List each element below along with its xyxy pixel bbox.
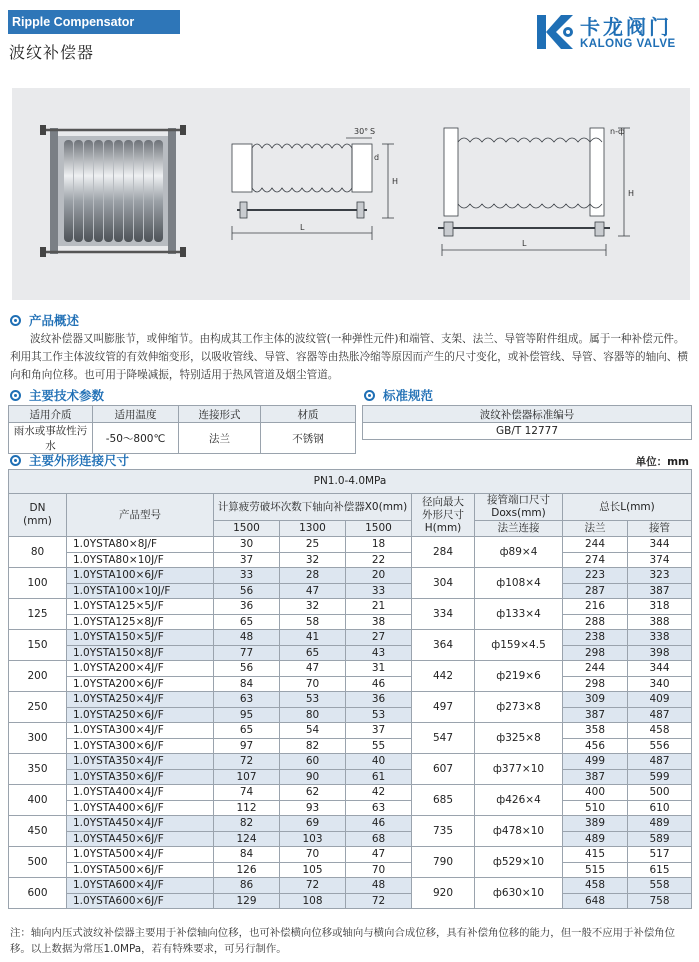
comp-1500b-cell: 72 bbox=[346, 893, 412, 909]
port-cell: ф426×4 bbox=[475, 785, 563, 816]
params-header: 适用温度 bbox=[93, 406, 179, 423]
length-pipe-cell: 610 bbox=[628, 800, 692, 816]
table-row bbox=[9, 568, 692, 584]
dn-cell: 80 bbox=[9, 537, 67, 568]
comp-1500-cell: 124 bbox=[214, 831, 280, 847]
comp-1500-cell: 129 bbox=[214, 893, 280, 909]
height-cell: 284 bbox=[412, 537, 475, 568]
model-cell: 1.0YSTA350×6J/F bbox=[67, 769, 214, 785]
model-cell: 1.0YSTA450×6J/F bbox=[67, 831, 214, 847]
height-cell: 735 bbox=[412, 816, 475, 847]
table-row bbox=[9, 645, 692, 661]
comp-1500b-cell: 31 bbox=[346, 661, 412, 677]
length-header: 总长L(mm) bbox=[563, 494, 692, 521]
comp-1500-cell: 65 bbox=[214, 614, 280, 630]
comp-1500-cell: 74 bbox=[214, 785, 280, 801]
dn-cell: 100 bbox=[9, 568, 67, 599]
standard-value: GB/T 12777 bbox=[363, 423, 692, 440]
dn-cell: 125 bbox=[9, 599, 67, 630]
comp-1500-cell: 63 bbox=[214, 692, 280, 708]
length-flange-cell: 238 bbox=[563, 630, 628, 646]
table-row bbox=[9, 537, 692, 553]
table-row bbox=[9, 599, 692, 615]
params-value: 法兰 bbox=[179, 423, 261, 454]
height-cell: 607 bbox=[412, 754, 475, 785]
length-pipe-cell: 398 bbox=[628, 645, 692, 661]
model-cell: 1.0YSTA300×4J/F bbox=[67, 723, 214, 739]
comp-1500b-cell: 20 bbox=[346, 568, 412, 584]
comp-1500-cell: 84 bbox=[214, 676, 280, 692]
section-bullet-icon bbox=[10, 390, 21, 401]
port-header: 接管端口尺寸 Doxs(mm) bbox=[475, 494, 563, 521]
drawing-angle-label: 30° bbox=[354, 127, 369, 136]
height-cell: 442 bbox=[412, 661, 475, 692]
port-cell: ф325×8 bbox=[475, 723, 563, 754]
comp-1500b-cell: 48 bbox=[346, 878, 412, 894]
length-flange-cell: 489 bbox=[563, 831, 628, 847]
params-header: 材质 bbox=[261, 406, 356, 423]
length-pipe-cell: 338 bbox=[628, 630, 692, 646]
port-cell: ф89×4 bbox=[475, 537, 563, 568]
model-cell: 1.0YSTA400×4J/F bbox=[67, 785, 214, 801]
overview-heading: 产品概述 bbox=[10, 311, 79, 329]
kalong-logo-icon bbox=[535, 11, 577, 53]
dn-cell: 200 bbox=[9, 661, 67, 692]
port-cell: ф133×4 bbox=[475, 599, 563, 630]
standard-header: 波纹补偿器标准编号 bbox=[363, 406, 692, 423]
model-cell: 1.0YSTA150×8J/F bbox=[67, 645, 214, 661]
pressure-header: PN1.0-4.0MPa bbox=[9, 470, 692, 494]
overview-text: 波纹补偿器又叫膨胀节，或伸缩节。由构成其工作主体的波纹管(一种弹性元件)和端管、支架、法兰、导管等附件组成。属于一种补偿元件。利用其工作主体波纹管的有效伸缩变形，以吸收管线、导管、容器等由热胀冷缩等原因而产生的尺寸变化，或补偿管线、导管、容器等的轴向、横向和角向位移。也可用于降噪减振，特别适用于热风管道及烟尘管道。 bbox=[10, 333, 688, 381]
comp-1300-cell: 25 bbox=[280, 537, 346, 553]
length-flange-cell: 274 bbox=[563, 552, 628, 568]
comp-1500b-cell: 61 bbox=[346, 769, 412, 785]
compensation-header: 计算疲劳破坏次数下轴向补偿器X0(mm) bbox=[214, 494, 412, 521]
dn-cell: 600 bbox=[9, 878, 67, 909]
length-flange-cell: 216 bbox=[563, 599, 628, 615]
table-row bbox=[9, 676, 692, 692]
comp-1500b-cell: 37 bbox=[346, 723, 412, 739]
product-figure bbox=[12, 88, 690, 300]
length-flange-cell: 648 bbox=[563, 893, 628, 909]
table-row bbox=[9, 878, 692, 894]
drawing-s-label: S bbox=[370, 127, 376, 136]
length-pipe-cell: 556 bbox=[628, 738, 692, 754]
port-cell: ф478×10 bbox=[475, 816, 563, 847]
length-flange-cell: 358 bbox=[563, 723, 628, 739]
table-row bbox=[9, 785, 692, 801]
model-cell: 1.0YSTA250×4J/F bbox=[67, 692, 214, 708]
comp-1500b-cell: 22 bbox=[346, 552, 412, 568]
length-pipe-cell: 323 bbox=[628, 568, 692, 584]
section-bullet-icon bbox=[10, 455, 21, 466]
height-cell: 334 bbox=[412, 599, 475, 630]
length-pipe-cell: 318 bbox=[628, 599, 692, 615]
comp-1300-cell: 47 bbox=[280, 661, 346, 677]
comp-1500b-cell: 36 bbox=[346, 692, 412, 708]
params-value: 雨水或事故性污水 bbox=[9, 423, 93, 454]
comp-1500b-cell: 18 bbox=[346, 537, 412, 553]
brand-name-cn: 卡龙阀门 bbox=[580, 15, 672, 39]
dn-cell: 250 bbox=[9, 692, 67, 723]
comp-1500-cell: 84 bbox=[214, 847, 280, 863]
model-cell: 1.0YSTA500×6J/F bbox=[67, 862, 214, 878]
comp-1300-cell: 62 bbox=[280, 785, 346, 801]
port-cell: ф159×4.5 bbox=[475, 630, 563, 661]
length-pipe-cell: 517 bbox=[628, 847, 692, 863]
section-bullet-icon bbox=[10, 315, 21, 326]
length-flange-cell: 389 bbox=[563, 816, 628, 832]
cycles-1500-header: 1500 bbox=[214, 521, 280, 537]
length-pipe-cell: 558 bbox=[628, 878, 692, 894]
comp-1500-cell: 30 bbox=[214, 537, 280, 553]
model-cell: 1.0YSTA80×10J/F bbox=[67, 552, 214, 568]
comp-1500-cell: 56 bbox=[214, 661, 280, 677]
comp-1500b-cell: 43 bbox=[346, 645, 412, 661]
params-table bbox=[8, 405, 356, 454]
length-pipe-cell: 340 bbox=[628, 676, 692, 692]
comp-1300-cell: 70 bbox=[280, 847, 346, 863]
comp-1500-cell: 72 bbox=[214, 754, 280, 770]
drawing-flange-view bbox=[438, 128, 630, 256]
model-cell: 1.0YSTA100×6J/F bbox=[67, 568, 214, 584]
comp-1500b-cell: 42 bbox=[346, 785, 412, 801]
length-pipe-cell: 374 bbox=[628, 552, 692, 568]
port-cell: ф219×6 bbox=[475, 661, 563, 692]
params-heading: 主要技术参数 bbox=[10, 386, 104, 404]
length-flange-cell: 499 bbox=[563, 754, 628, 770]
height-cell: 790 bbox=[412, 847, 475, 878]
comp-1300-cell: 108 bbox=[280, 893, 346, 909]
model-cell: 1.0YSTA350×4J/F bbox=[67, 754, 214, 770]
comp-1500b-cell: 55 bbox=[346, 738, 412, 754]
table-row bbox=[9, 847, 692, 863]
comp-1300-cell: 41 bbox=[280, 630, 346, 646]
comp-1500-cell: 112 bbox=[214, 800, 280, 816]
dn-cell: 150 bbox=[9, 630, 67, 661]
cycles-1500b-header: 1500 bbox=[346, 521, 412, 537]
length-pipe-cell: 458 bbox=[628, 723, 692, 739]
model-cell: 1.0YSTA300×6J/F bbox=[67, 738, 214, 754]
height-cell: 497 bbox=[412, 692, 475, 723]
length-flange-cell: 456 bbox=[563, 738, 628, 754]
params-value: 不锈钢 bbox=[261, 423, 356, 454]
brand-logo bbox=[535, 11, 693, 57]
comp-1300-cell: 32 bbox=[280, 599, 346, 615]
model-cell: 1.0YSTA125×5J/F bbox=[67, 599, 214, 615]
port-cell: ф630×10 bbox=[475, 878, 563, 909]
comp-1500-cell: 126 bbox=[214, 862, 280, 878]
comp-1500b-cell: 27 bbox=[346, 630, 412, 646]
comp-1500-cell: 107 bbox=[214, 769, 280, 785]
height-cell: 920 bbox=[412, 878, 475, 909]
model-cell: 1.0YSTA500×4J/F bbox=[67, 847, 214, 863]
model-cell: 1.0YSTA80×8J/F bbox=[67, 537, 214, 553]
comp-1500-cell: 65 bbox=[214, 723, 280, 739]
length-pipe-header: 接管 bbox=[628, 521, 692, 537]
comp-1300-cell: 82 bbox=[280, 738, 346, 754]
params-header: 适用介质 bbox=[9, 406, 93, 423]
table-row bbox=[9, 816, 692, 832]
comp-1300-cell: 32 bbox=[280, 552, 346, 568]
port-cell: ф377×10 bbox=[475, 754, 563, 785]
comp-1300-cell: 65 bbox=[280, 645, 346, 661]
table-row bbox=[9, 738, 692, 754]
length-flange-cell: 387 bbox=[563, 707, 628, 723]
model-cell: 1.0YSTA100×10J/F bbox=[67, 583, 214, 599]
comp-1500b-cell: 47 bbox=[346, 847, 412, 863]
port-flange-header: 法兰连接 bbox=[475, 521, 563, 537]
length-flange-cell: 244 bbox=[563, 537, 628, 553]
comp-1300-cell: 53 bbox=[280, 692, 346, 708]
comp-1500-cell: 36 bbox=[214, 599, 280, 615]
comp-1500b-cell: 63 bbox=[346, 800, 412, 816]
drawing-n-label: n-ф bbox=[610, 127, 625, 136]
comp-1500-cell: 37 bbox=[214, 552, 280, 568]
length-flange-cell: 287 bbox=[563, 583, 628, 599]
cycles-1300-header: 1300 bbox=[280, 521, 346, 537]
comp-1300-cell: 93 bbox=[280, 800, 346, 816]
table-row bbox=[9, 661, 692, 677]
height-cell: 685 bbox=[412, 785, 475, 816]
table-row bbox=[9, 707, 692, 723]
comp-1500-cell: 48 bbox=[214, 630, 280, 646]
comp-1300-cell: 54 bbox=[280, 723, 346, 739]
length-pipe-cell: 344 bbox=[628, 661, 692, 677]
model-cell: 1.0YSTA150×5J/F bbox=[67, 630, 214, 646]
dn-cell: 300 bbox=[9, 723, 67, 754]
height-cell: 304 bbox=[412, 568, 475, 599]
comp-1300-cell: 47 bbox=[280, 583, 346, 599]
model-cell: 1.0YSTA125×8J/F bbox=[67, 614, 214, 630]
comp-1300-cell: 72 bbox=[280, 878, 346, 894]
length-flange-cell: 415 bbox=[563, 847, 628, 863]
height-header: 径向最大 外形尺寸 H(mm) bbox=[412, 494, 475, 537]
table-row bbox=[9, 769, 692, 785]
length-pipe-cell: 589 bbox=[628, 831, 692, 847]
length-flange-cell: 298 bbox=[563, 676, 628, 692]
dn-cell: 350 bbox=[9, 754, 67, 785]
comp-1300-cell: 103 bbox=[280, 831, 346, 847]
table-row bbox=[9, 583, 692, 599]
dimension-table bbox=[8, 469, 692, 909]
comp-1500b-cell: 21 bbox=[346, 599, 412, 615]
comp-1300-cell: 70 bbox=[280, 676, 346, 692]
table-row bbox=[9, 614, 692, 630]
table-row bbox=[9, 552, 692, 568]
table-row bbox=[9, 893, 692, 909]
drawing-side-view bbox=[232, 138, 394, 240]
length-pipe-cell: 500 bbox=[628, 785, 692, 801]
comp-1500-cell: 77 bbox=[214, 645, 280, 661]
comp-1500-cell: 97 bbox=[214, 738, 280, 754]
length-pipe-cell: 344 bbox=[628, 537, 692, 553]
comp-1500b-cell: 68 bbox=[346, 831, 412, 847]
length-pipe-cell: 489 bbox=[628, 816, 692, 832]
comp-1300-cell: 69 bbox=[280, 816, 346, 832]
header-banner: Ripple Compensator bbox=[8, 10, 180, 34]
dn-header: DN (mm) bbox=[9, 494, 67, 537]
length-flange-cell: 458 bbox=[563, 878, 628, 894]
comp-1500b-cell: 40 bbox=[346, 754, 412, 770]
model-cell: 1.0YSTA600×4J/F bbox=[67, 878, 214, 894]
comp-1500-cell: 82 bbox=[214, 816, 280, 832]
table-row bbox=[9, 831, 692, 847]
port-cell: ф108×4 bbox=[475, 568, 563, 599]
comp-1300-cell: 28 bbox=[280, 568, 346, 584]
length-flange-header: 法兰 bbox=[563, 521, 628, 537]
height-cell: 547 bbox=[412, 723, 475, 754]
params-header: 连接形式 bbox=[179, 406, 261, 423]
comp-1500b-cell: 33 bbox=[346, 583, 412, 599]
length-flange-cell: 298 bbox=[563, 645, 628, 661]
length-pipe-cell: 388 bbox=[628, 614, 692, 630]
standard-table bbox=[362, 405, 692, 440]
model-cell: 1.0YSTA200×6J/F bbox=[67, 676, 214, 692]
model-cell: 1.0YSTA250×6J/F bbox=[67, 707, 214, 723]
comp-1300-cell: 80 bbox=[280, 707, 346, 723]
section-bullet-icon bbox=[364, 390, 375, 401]
comp-1500b-cell: 46 bbox=[346, 816, 412, 832]
comp-1300-cell: 60 bbox=[280, 754, 346, 770]
comp-1500-cell: 95 bbox=[214, 707, 280, 723]
drawing-h-label: H bbox=[392, 177, 399, 186]
length-pipe-cell: 599 bbox=[628, 769, 692, 785]
table-row bbox=[9, 723, 692, 739]
length-pipe-cell: 409 bbox=[628, 692, 692, 708]
length-flange-cell: 244 bbox=[563, 661, 628, 677]
model-cell: 1.0YSTA400×6J/F bbox=[67, 800, 214, 816]
brand-name-en: KALONG VALVE bbox=[580, 38, 676, 50]
model-cell: 1.0YSTA600×6J/F bbox=[67, 893, 214, 909]
comp-1500b-cell: 70 bbox=[346, 862, 412, 878]
length-pipe-cell: 387 bbox=[628, 583, 692, 599]
length-flange-cell: 400 bbox=[563, 785, 628, 801]
comp-1500b-cell: 46 bbox=[346, 676, 412, 692]
drawing-h2-label: H bbox=[628, 189, 635, 198]
comp-1500-cell: 33 bbox=[214, 568, 280, 584]
comp-1300-cell: 58 bbox=[280, 614, 346, 630]
comp-1500-cell: 56 bbox=[214, 583, 280, 599]
comp-1500-cell: 86 bbox=[214, 878, 280, 894]
length-flange-cell: 223 bbox=[563, 568, 628, 584]
table-row bbox=[9, 862, 692, 878]
table-row bbox=[9, 754, 692, 770]
length-flange-cell: 515 bbox=[563, 862, 628, 878]
dn-cell: 400 bbox=[9, 785, 67, 816]
comp-1500b-cell: 38 bbox=[346, 614, 412, 630]
page-title: 波纹补偿器 bbox=[9, 43, 95, 62]
params-value: -50～800℃ bbox=[93, 423, 179, 454]
comp-1500b-cell: 53 bbox=[346, 707, 412, 723]
length-flange-cell: 288 bbox=[563, 614, 628, 630]
table-row bbox=[9, 800, 692, 816]
table-row bbox=[9, 630, 692, 646]
table-row bbox=[9, 692, 692, 708]
standard-heading: 标准规范 bbox=[364, 386, 433, 404]
dn-cell: 450 bbox=[9, 816, 67, 847]
length-flange-cell: 510 bbox=[563, 800, 628, 816]
comp-1300-cell: 105 bbox=[280, 862, 346, 878]
length-pipe-cell: 487 bbox=[628, 707, 692, 723]
length-pipe-cell: 758 bbox=[628, 893, 692, 909]
bellows-photo bbox=[40, 125, 186, 257]
dn-cell: 500 bbox=[9, 847, 67, 878]
length-flange-cell: 309 bbox=[563, 692, 628, 708]
drawing-l-label: L bbox=[300, 223, 305, 232]
length-flange-cell: 387 bbox=[563, 769, 628, 785]
model-cell: 1.0YSTA200×4J/F bbox=[67, 661, 214, 677]
footnote: 注：轴向内压式波纹补偿器主要用于补偿轴向位移，也可补偿横向位移或轴向与横向合成位移，具有补偿角位移的能力，但一般不应用于补偿角位移。以上数据为常压1.0MPa，若有特殊要求，可另行制作。 bbox=[10, 927, 675, 955]
port-cell: ф273×8 bbox=[475, 692, 563, 723]
drawing-l2-label: L bbox=[522, 239, 527, 248]
height-cell: 364 bbox=[412, 630, 475, 661]
port-cell: ф529×10 bbox=[475, 847, 563, 878]
unit-label: 单位：mm bbox=[635, 456, 689, 468]
length-pipe-cell: 487 bbox=[628, 754, 692, 770]
dims-heading: 主要外形连接尺寸 bbox=[10, 451, 129, 469]
model-cell: 1.0YSTA450×4J/F bbox=[67, 816, 214, 832]
model-header: 产品型号 bbox=[67, 494, 214, 537]
product-drawing bbox=[12, 88, 690, 300]
comp-1300-cell: 90 bbox=[280, 769, 346, 785]
length-pipe-cell: 615 bbox=[628, 862, 692, 878]
drawing-d-label: d bbox=[374, 153, 380, 162]
